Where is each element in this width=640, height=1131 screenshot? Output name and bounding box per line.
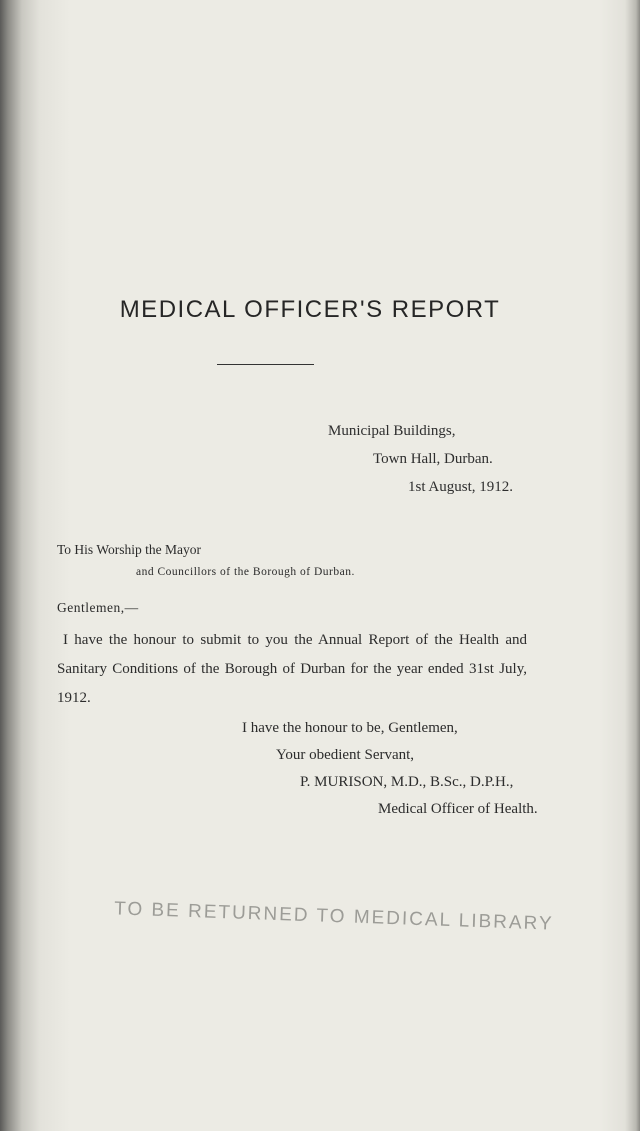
page-title: MEDICAL OFFICER'S REPORT [119,296,501,323]
title-divider [217,364,314,365]
address-line-2: Town Hall, Durban. [373,451,493,467]
closing-line-1: I have the honour to be, Gentlemen, [242,720,458,736]
closing-line-2: Your obedient Servant, [276,747,415,763]
signatory-position: Medical Officer of Health. [378,801,538,817]
signature: P. MURISON, M.D., B.Sc., D.P.H., [300,774,514,790]
library-stamp: TO BE RETURNED TO MEDICAL LIBRARY [113,898,555,935]
salutation: Gentlemen,— [57,600,139,615]
addressee-line-1: To His Worship the Mayor [57,542,201,557]
address-line-1: Municipal Buildings, [328,423,456,439]
letter-body: I have the honour to submit to you the Annual Report of the Health and Sanitary Conditions of the Borough of Durban for the year ended 31st July, 1912. [57,632,527,706]
report-date: 1st August, 1912. [408,479,514,495]
addressee-line-2: and Councillors of the Borough of Durban. [136,566,355,578]
